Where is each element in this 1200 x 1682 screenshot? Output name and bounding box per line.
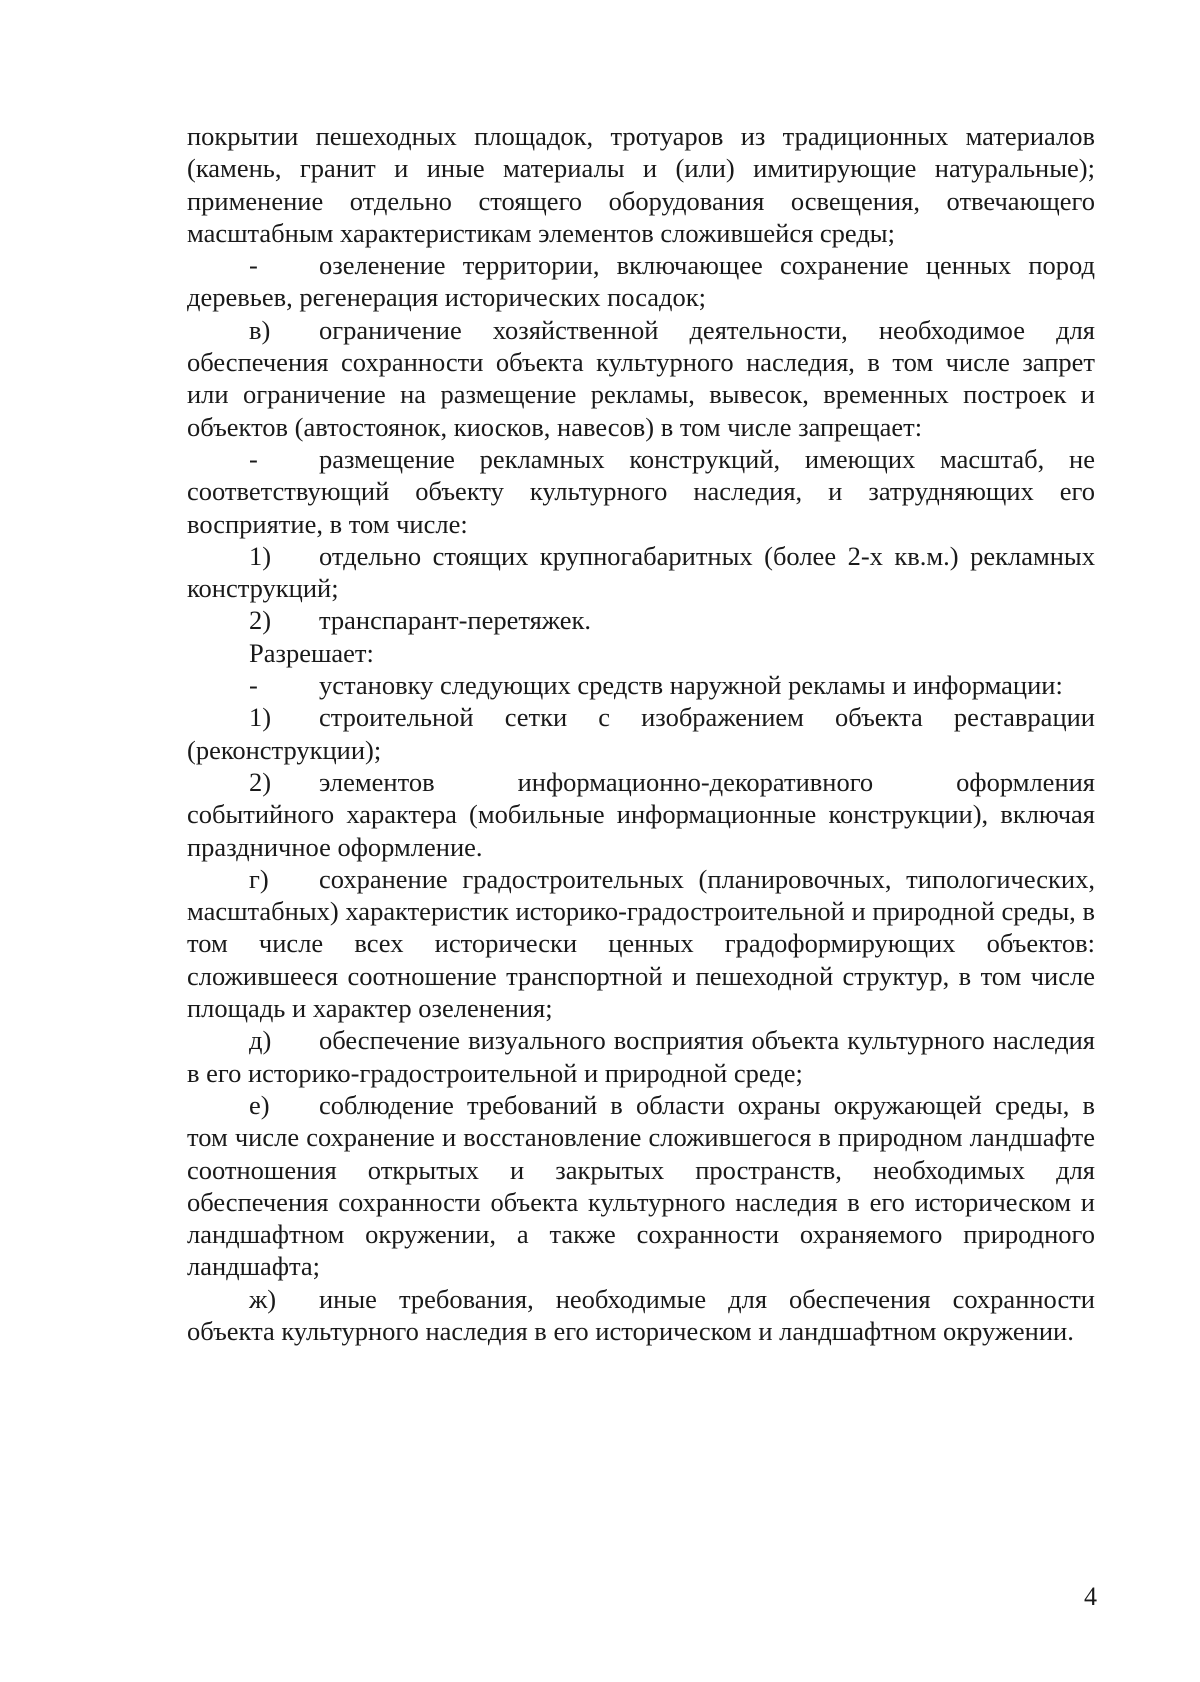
paragraph-9 <box>187 701 1095 766</box>
paragraph-text: отдельно стоящих крупногабаритных (более 2-х кв.м.) рекламных конструкций; <box>187 540 1095 604</box>
page-number: 4 <box>1084 1582 1097 1611</box>
list-marker: г) <box>249 863 269 894</box>
paragraph-6 <box>187 604 1095 636</box>
list-marker: в) <box>249 314 271 345</box>
paragraph-13 <box>187 1089 1095 1283</box>
list-marker: 1) <box>249 702 272 733</box>
list-marker: 1) <box>249 540 272 571</box>
list-marker: д) <box>249 1025 272 1056</box>
paragraph-2 <box>187 249 1095 314</box>
paragraph-text: соблюдение требований в области охраны окружающей среды, в том числе сохранение и восстановление сложившегося в природном ландшафте соотношения открытых и закрытых пространств, необходимых для обеспечения сохранности объекта культурного наследия в его историческом и ландшафтном окружении, а также сохранности охраняемого природного ландшафта; <box>187 1089 1095 1282</box>
list-marker: - <box>249 250 258 281</box>
paragraph-5 <box>187 540 1095 605</box>
paragraph-text: обеспечение визуального восприятия объекта культурного наследия в его историко-градостроительной и природной среде; <box>187 1025 1095 1088</box>
paragraph-text: элементов информационно-декоративного оформления событийного характера (мобильные информационные конструкции), включая праздничное оформление. <box>187 766 1095 862</box>
paragraph-3 <box>187 314 1095 443</box>
list-marker: ж) <box>249 1283 277 1314</box>
paragraph-7 <box>187 637 1095 669</box>
paragraph-text: Разрешает: <box>249 637 374 668</box>
paragraph-10 <box>187 766 1095 863</box>
paragraph-text: транспарант-перетяжек. <box>319 605 592 636</box>
paragraph-text: иные требования, необходимые для обеспечения сохранности объекта культурного наследия в его историческом и ландшафтном окружении. <box>187 1283 1095 1346</box>
paragraph-14 <box>187 1283 1095 1348</box>
paragraph-text: озеленение территории, включающее сохранение ценных пород деревьев, регенерация исторических посадок; <box>187 250 1095 313</box>
paragraph-text: размещение рекламных конструкций, имеющих масштаб, не соответствующий объекту культурного наследия, и затрудняющих его восприятие, в том числе: <box>187 443 1095 539</box>
list-marker: 2) <box>249 605 272 636</box>
list-marker: е) <box>249 1089 270 1120</box>
paragraph-text: покрытии пешеходных площадок, тротуаров из традиционных материалов (камень, гранит и иные материалы и (или) имитирующие натуральные); применение отдельно стоящего оборудования освещения, отвечающего масштабным характеристикам элементов сложившейся среды; <box>187 121 1095 248</box>
paragraph-text: строительной сетки с изображением объекта реставрации (реконструкции); <box>187 702 1095 765</box>
paragraph-11 <box>187 863 1095 1024</box>
list-marker: - <box>249 670 258 701</box>
paragraph-8 <box>187 669 1095 701</box>
paragraph-12 <box>187 1024 1095 1089</box>
list-marker: - <box>249 443 258 474</box>
list-marker: 2) <box>249 766 272 797</box>
paragraph-4 <box>187 443 1095 540</box>
paragraph-1 <box>187 120 1095 249</box>
paragraph-text: установку следующих средств наружной рекламы и информации: <box>319 670 1063 701</box>
document-body <box>187 120 1095 1347</box>
paragraph-text: сохранение градостроительных (планировочных, типологических, масштабных) характеристик историко-градостроительной и природной среды, в том числе всех исторически ценных градоформирующих объектов: сложившееся соотношение транспортной и пешеходной структур, в том числе площадь и характер озеленения; <box>187 863 1095 1024</box>
paragraph-text: ограничение хозяйственной деятельности, необходимое для обеспечения сохранности объекта культурного наследия, в том числе запрет или ограничение на размещение рекламы, вывесок, временных построек и объектов (автостоянок, киосков, навесов) в том числе запрещает: <box>187 314 1095 442</box>
